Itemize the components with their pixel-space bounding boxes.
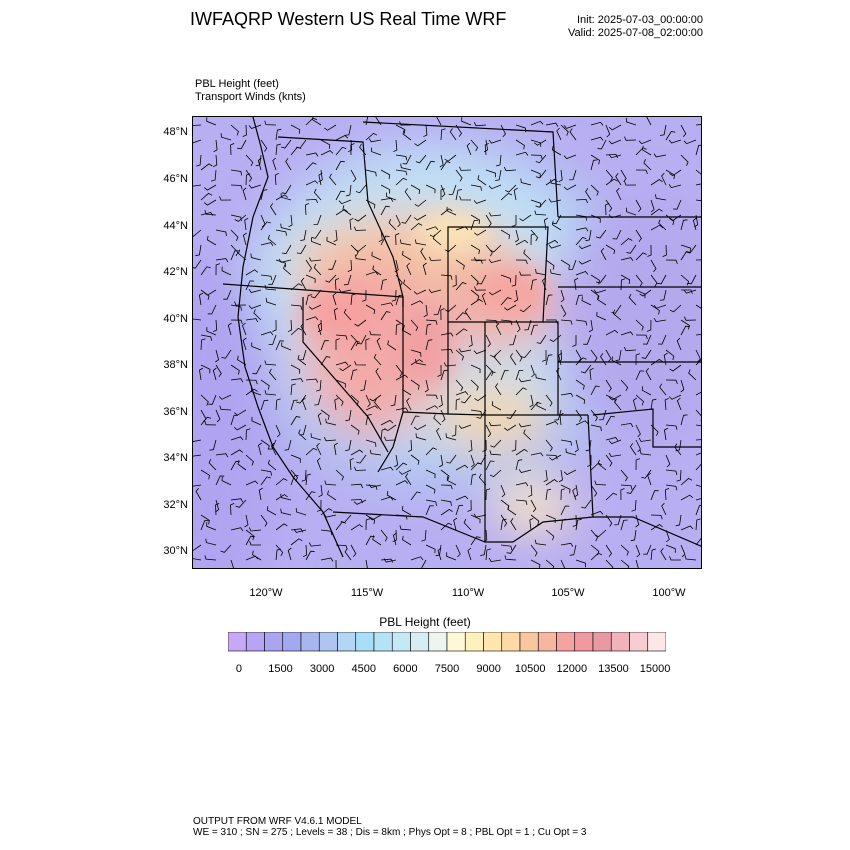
- map-canvas: [193, 117, 702, 569]
- colorbar-swatch: [392, 632, 410, 651]
- colorbar-swatch: [411, 632, 429, 651]
- colorbar-title: PBL Height (feet): [379, 615, 471, 629]
- colorbar-swatch: [228, 632, 246, 651]
- colorbar-swatch: [538, 632, 556, 651]
- colorbar-swatch: [502, 632, 520, 651]
- lat-label: 44°N: [163, 220, 188, 232]
- lat-label: 40°N: [163, 313, 188, 325]
- colorbar-swatch: [593, 632, 611, 651]
- lon-label: 115°W: [350, 587, 384, 599]
- field-label-winds: Transport Winds (knts): [195, 91, 306, 103]
- lat-label: 46°N: [163, 173, 188, 185]
- colorbar-swatch: [520, 632, 538, 651]
- plot-title: IWFAQRP Western US Real Time WRF: [190, 9, 507, 29]
- colorbar-swatch: [356, 632, 374, 651]
- colorbar-label: 3000: [309, 663, 335, 675]
- colorbar-swatch: [611, 632, 629, 651]
- colorbar-swatch: [484, 632, 502, 651]
- lon-label: 110°W: [451, 587, 485, 599]
- colorbar-swatch: [338, 632, 356, 651]
- init-time: Init: 2025-07-03_00:00:00: [577, 14, 703, 26]
- colorbar-swatch: [575, 632, 593, 651]
- colorbar-label: 7500: [434, 663, 460, 675]
- colorbar: [228, 632, 666, 652]
- lat-label: 34°N: [163, 452, 188, 464]
- field-label-pbl: PBL Height (feet): [195, 78, 279, 90]
- footer-config: WE = 310 ; SN = 275 ; Levels = 38 ; Dis = 8km ; Phys Opt = 8 ; PBL Opt = 1 ; Cu Opt = 3: [193, 827, 587, 838]
- lat-label: 30°N: [163, 545, 188, 557]
- lon-label: 105°W: [551, 587, 585, 599]
- colorbar-label: 15000: [639, 663, 671, 675]
- map-panel: [192, 116, 702, 569]
- colorbar-swatch: [447, 632, 465, 651]
- colorbar-swatch: [465, 632, 483, 651]
- colorbar-swatch: [301, 632, 319, 651]
- colorbar-swatch: [557, 632, 575, 651]
- colorbar-swatch: [648, 632, 666, 651]
- lat-label: 42°N: [163, 266, 188, 278]
- colorbar-label: 10500: [514, 663, 546, 675]
- colorbar-label: 9000: [476, 663, 501, 675]
- lat-label: 38°N: [163, 359, 188, 371]
- colorbar-swatch: [283, 632, 301, 651]
- colorbar-swatch: [319, 632, 337, 651]
- colorbar-swatch: [630, 632, 648, 651]
- colorbar-label: 0: [235, 663, 242, 675]
- colorbar-swatch: [246, 632, 264, 651]
- lat-label: 48°N: [163, 126, 188, 138]
- lat-label: 32°N: [163, 499, 188, 511]
- colorbar-swatch: [429, 632, 447, 651]
- footer-model: OUTPUT FROM WRF V4.6.1 MODEL: [193, 816, 362, 827]
- colorbar-label: 6000: [393, 663, 418, 675]
- lon-label: 120°W: [249, 587, 283, 599]
- colorbar-swatch: [374, 632, 392, 651]
- lat-label: 36°N: [163, 406, 188, 418]
- lon-label: 100°W: [652, 587, 686, 599]
- colorbar-label: 4500: [351, 663, 377, 675]
- valid-time: Valid: 2025-07-08_02:00:00: [568, 27, 703, 39]
- colorbar-label: 1500: [268, 663, 293, 675]
- colorbar-swatch: [265, 632, 283, 651]
- colorbar-label: 13500: [598, 663, 629, 675]
- colorbar-label: 12000: [556, 663, 588, 675]
